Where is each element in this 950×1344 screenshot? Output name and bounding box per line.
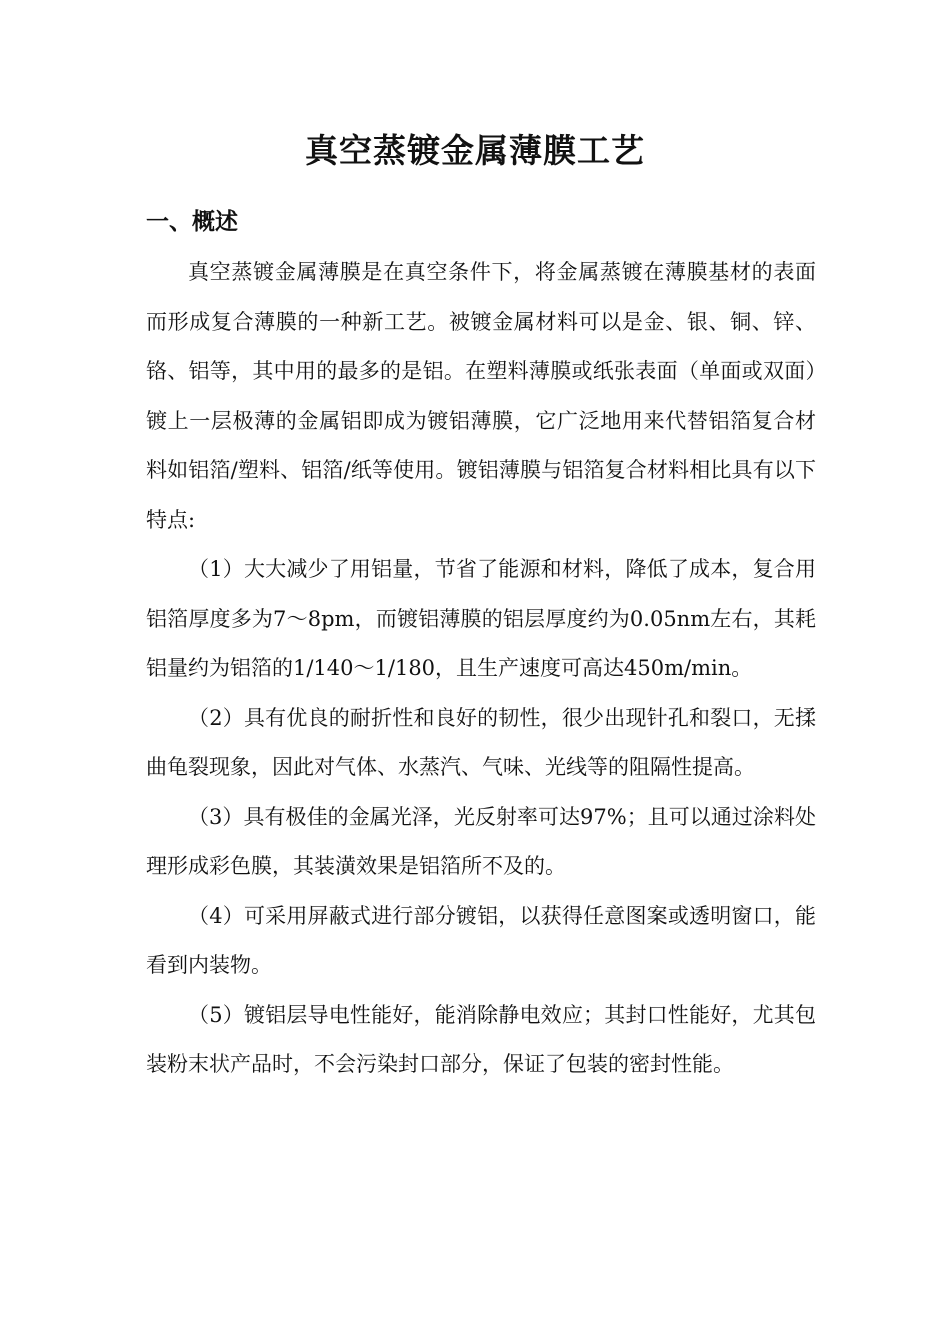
document-body bbox=[146, 248, 816, 1090]
feature-paragraph-2: （2）具有优良的耐折性和良好的韧性，很少出现针孔和裂口，无揉曲龟裂现象，因此对气体、水蒸汽、气味、光线等的阻隔性提高。 bbox=[146, 705, 816, 779]
feature-paragraph-5: （5）镀铝层导电性能好，能消除静电效应；其封口性能好，尤其包装粉末状产品时，不会污染封口部分，保证了包装的密封性能。 bbox=[146, 1002, 816, 1076]
feature-paragraph-4: （4）可采用屏蔽式进行部分镀铝，以获得任意图案或透明窗口，能看到内装物。 bbox=[146, 903, 816, 977]
document-title: 真空蒸镀金属薄膜工艺 bbox=[305, 131, 645, 170]
intro-paragraph: 真空蒸镀金属薄膜是在真空条件下，将金属蒸镀在薄膜基材的表面而形成复合薄膜的一种新工艺。被镀金属材料可以是金、银、铜、锌、铬、铝等，其中用的最多的是铝。在塑料薄膜或纸张表面（单面或双面）镀上一层极薄的金属铝即成为镀铝薄膜，它广泛地用来代替铝箔复合材料如铝箔/塑料、铝箔/纸等使用。镀铝薄膜与铝箔复合材料相比具有以下特点: bbox=[146, 260, 816, 532]
feature-paragraph-3: （3）具有极佳的金属光泽，光反射率可达97%；且可以通过涂料处理形成彩色膜，其装潢效果是铝箔所不及的。 bbox=[146, 804, 816, 878]
section-heading-overview: 一、概述 bbox=[146, 208, 238, 235]
feature-paragraph-1: （1）大大减少了用铝量，节省了能源和材料，降低了成本，复合用铝箔厚度多为7～8pm，而镀铝薄膜的铝层厚度约为0.05nm左右，其耗铝量约为铝箔的1/140～1/180，且生产速度可高达450m/min。 bbox=[146, 557, 816, 680]
